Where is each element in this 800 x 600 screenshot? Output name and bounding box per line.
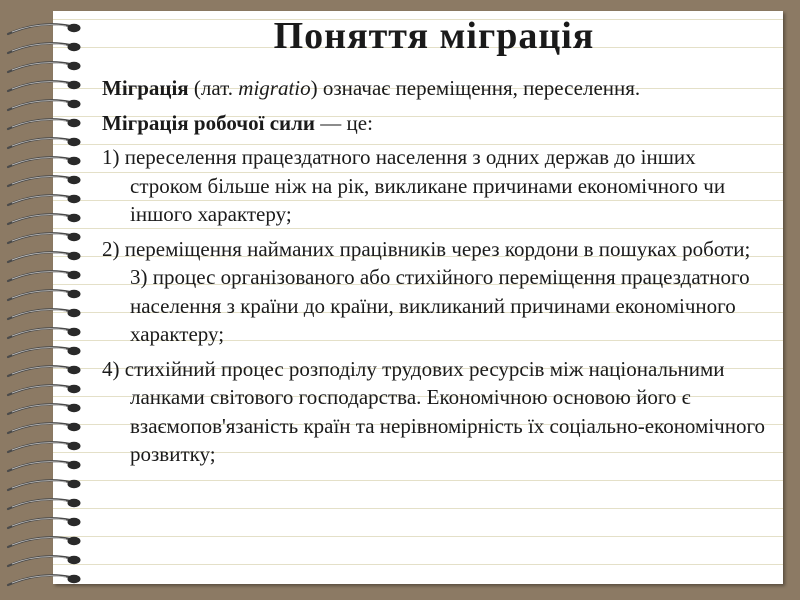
term-labor-migration: Міграція робочої сили xyxy=(102,110,316,135)
spiral-ring xyxy=(8,81,70,91)
spiral-ring xyxy=(8,423,70,433)
binding-hole xyxy=(68,518,81,526)
binding-hole xyxy=(68,366,81,374)
binding-hole xyxy=(68,233,81,241)
binding-hole xyxy=(68,328,81,336)
binding-hole xyxy=(68,309,81,317)
latin-term: migratio xyxy=(238,76,311,100)
spiral-ring xyxy=(8,62,70,72)
spiral-ring xyxy=(8,385,70,395)
binding-hole xyxy=(68,461,81,469)
binding-hole xyxy=(68,119,81,127)
spiral-ring xyxy=(8,138,70,148)
spiral-ring xyxy=(8,176,70,186)
spiral-ring xyxy=(8,499,70,509)
spiral-ring xyxy=(8,290,70,300)
binding-hole xyxy=(68,423,81,431)
binding-hole xyxy=(68,195,81,203)
binding-hole xyxy=(68,271,81,279)
spiral-ring xyxy=(8,480,70,490)
spiral-ring xyxy=(8,556,70,566)
spiral-ring xyxy=(8,518,70,528)
spiral-ring xyxy=(8,214,70,224)
paragraph-migration-definition: Міграція (лат. migratio) означає переміщення, переселення. xyxy=(102,76,641,100)
spiral-ring xyxy=(8,233,70,243)
spiral-ring xyxy=(8,328,70,338)
list-item-1: 1) переселення працездатного населення з одних держав до інших строком більше ніж на рік, викликане причинами економічного чи іншого характеру; xyxy=(102,145,726,226)
list-item-2-3: 2) переміщення найманих працівників через кордони в пошуках роботи; 3) процес організованого або стихійного переміщення працездатного населення з країни до країни, викликаний причинами економічного характеру; xyxy=(102,236,751,346)
binding-hole xyxy=(68,404,81,412)
binding-hole xyxy=(68,556,81,564)
term-migration: Міграція xyxy=(102,76,189,100)
binding-hole xyxy=(68,138,81,146)
spiral-ring xyxy=(8,252,70,262)
binding-hole xyxy=(68,81,81,89)
spiral-ring xyxy=(8,575,70,585)
binding-hole xyxy=(68,62,81,70)
binding-hole xyxy=(68,385,81,393)
binding-hole xyxy=(68,442,81,450)
spiral-ring xyxy=(8,461,70,471)
spiral-ring xyxy=(8,366,70,376)
binding-hole xyxy=(68,176,81,184)
spiral-ring xyxy=(8,195,70,205)
spiral-binding xyxy=(0,0,95,600)
spiral-ring xyxy=(8,119,70,129)
binding-hole xyxy=(68,290,81,298)
binding-hole xyxy=(68,157,81,165)
binding-hole xyxy=(68,252,81,260)
spiral-ring xyxy=(8,157,70,167)
binding-hole xyxy=(68,214,81,222)
spiral-ring xyxy=(8,404,70,414)
binding-hole xyxy=(68,347,81,355)
binding-hole xyxy=(68,100,81,108)
paragraph-labor-migration: Міграція робочої сили — це: xyxy=(102,110,373,135)
spiral-ring xyxy=(8,100,70,110)
binding-hole xyxy=(68,499,81,507)
spiral-ring xyxy=(8,309,70,319)
spiral-ring xyxy=(8,537,70,547)
spiral-ring xyxy=(8,442,70,452)
binding-hole xyxy=(68,480,81,488)
spiral-ring xyxy=(8,347,70,357)
list-item-4: 4) стихійний процес розподілу трудових ресурсів між національними ланками світового господарства. Економічною основою його є взаємопов'язаність країн та нерівномірність їх соціально-економічного розвитку; xyxy=(102,356,766,466)
binding-hole xyxy=(68,575,81,583)
spiral-ring xyxy=(8,271,70,281)
slide-content xyxy=(102,74,772,475)
slide-title: Поняття міграція xyxy=(273,15,595,57)
binding-hole xyxy=(68,537,81,545)
